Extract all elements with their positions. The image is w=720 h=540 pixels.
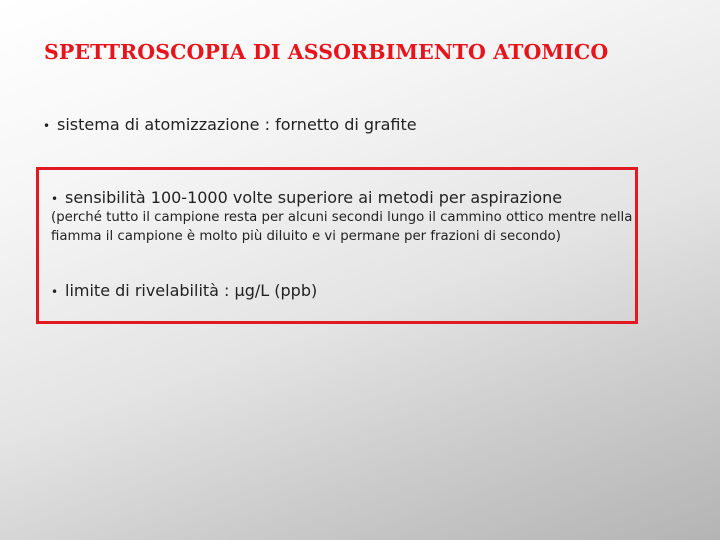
bullet-sensitivity (51, 188, 562, 207)
bullet-detection-limit (51, 281, 317, 300)
bullet-text: limite di rivelabilità : µg/L (ppb) (65, 281, 318, 300)
bullet-atomization-system (43, 115, 417, 134)
bullet-text: sistema di atomizzazione : fornetto di grafite (57, 115, 417, 134)
highlight-box (36, 167, 638, 324)
bullet-text: sensibilità 100-1000 volte superiore ai metodi per aspirazione (65, 188, 563, 207)
bullet-dot-icon: • (51, 191, 59, 206)
bullet-dot-icon: • (43, 118, 51, 133)
sensitivity-note: (perché tutto il campione resta per alcuni secondi lungo il cammino ottico mentre nella fiamma il campione è molto più diluito e vi permane per frazioni di secondo) (51, 210, 633, 244)
slide-title: SPETTROSCOPIA DI ASSORBIMENTO ATOMICO (44, 40, 609, 64)
bullet-dot-icon: • (51, 284, 59, 299)
